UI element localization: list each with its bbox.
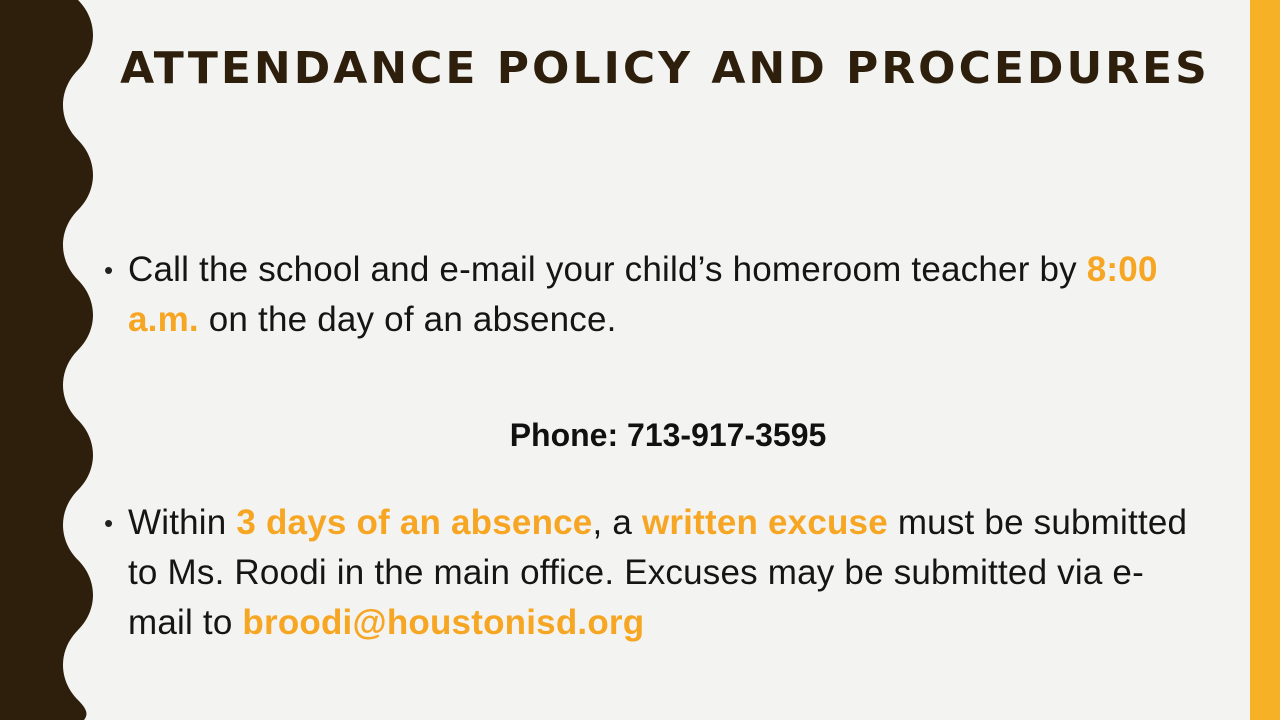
bullet2-text-start: Within xyxy=(128,503,237,542)
excuse-deadline: 3 days of an absence xyxy=(236,503,593,542)
bullet-call-school xyxy=(104,245,1194,345)
bullet2-text-mid: , a xyxy=(592,503,642,542)
phone-number: Phone: 713-917-3595 xyxy=(509,417,827,453)
bullet2-text-rest: must be submitted to Ms. Roodi in the main office. Excuses may be submitted via e-mail to xyxy=(128,503,1188,642)
slide-title: ATTENDANCE POLICY AND PROCEDURES xyxy=(120,43,1210,94)
bullet-marker: • xyxy=(104,255,114,285)
email-link[interactable]: broodi@houstonisd.org xyxy=(242,603,645,642)
bullet-written-excuse xyxy=(104,498,1194,648)
bullet-text xyxy=(128,498,1194,648)
bullet-text xyxy=(128,245,1194,345)
bullet-marker: • xyxy=(104,508,114,538)
right-accent-bar xyxy=(1250,0,1280,720)
left-wave-shape xyxy=(0,0,93,720)
bullet1-text-start: Call the school and e-mail your child’s homeroom teacher by xyxy=(128,250,1087,289)
left-wave-band xyxy=(0,0,110,720)
written-excuse-highlight: written excuse xyxy=(641,503,888,542)
deadline-time: 8:00 a.m. xyxy=(128,250,1158,339)
bullet1-text-end: on the day of an absence. xyxy=(198,300,617,339)
